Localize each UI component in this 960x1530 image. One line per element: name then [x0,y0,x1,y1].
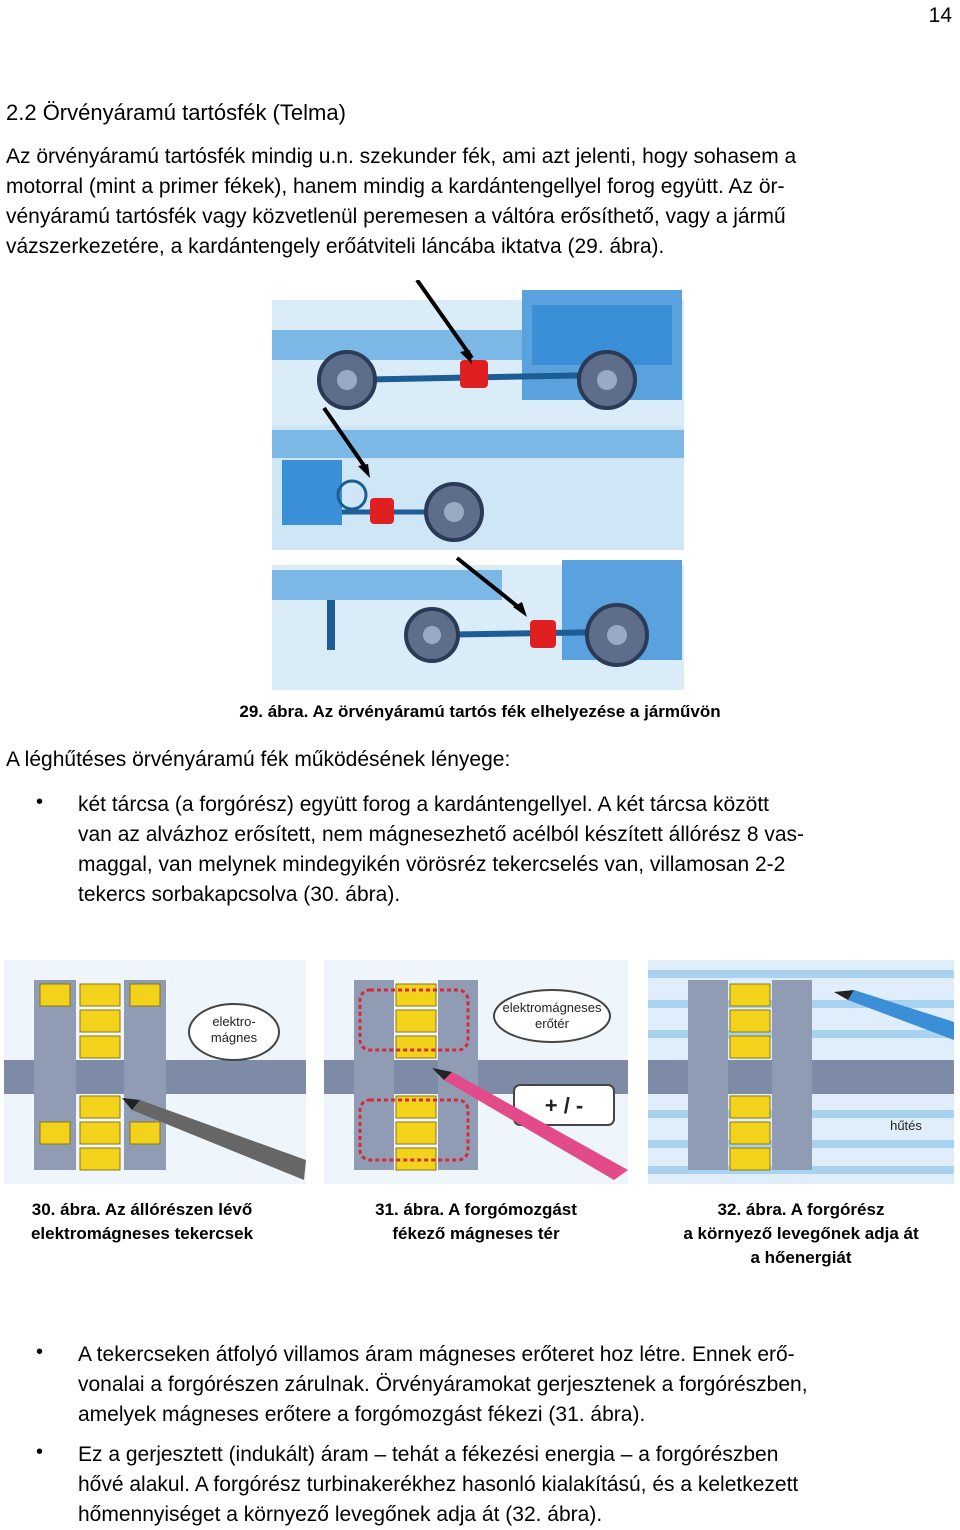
figure-30-illustration [4,960,306,1184]
tractor-drawing [272,558,684,690]
bullet-dot: • [36,1441,44,1463]
bullet-item-3 [78,1440,954,1530]
bullet-line: tekercs sorbakapcsolva (30. ábra). [78,883,401,906]
caption-line: 31. ábra. A forgómozgást [375,1200,577,1219]
intro-paragraph [6,142,954,262]
bullet-line: maggal, van melynek mindegyikén vörösréz tekercselés van, villamosan 2-2 [78,853,786,876]
figure-label: mágnes [210,1030,258,1045]
intro-line: vázszerkezetére, a kardántengely erőátviteli láncába iktatva (29. ábra). [6,235,665,258]
bullet-line: hővé alakul. A forgórész turbinakerékhez hasonló kialakítású, és a keletkezett [78,1473,799,1496]
caption-line: a hőenergiát [750,1248,852,1267]
bullet-line: amelyek mágneses erőtere a forgómozgást fékezi (31. ábra). [78,1403,646,1426]
figure-31-illustration [324,960,628,1184]
bullet-item-1 [78,790,954,910]
polarity-label: + / - [544,1093,584,1118]
caption-line: fékező mágneses tér [392,1224,560,1243]
bullet-dot: • [36,1341,44,1363]
figure-29-vehicles [272,280,684,690]
figure-32-caption [648,1198,954,1270]
figure-label: elektromágneses [502,1000,602,1015]
figure-label: erőtér [535,1016,569,1031]
figure-29-caption: 29. ábra. Az örvényáramú tartós fék elhelyezése a járművön [239,702,721,721]
bullet-line: két tárcsa (a forgórész) együtt forog a kardántengellyel. A két tárcsa között [78,793,770,816]
truck-drawing [272,280,684,430]
section-heading: 2.2 Örvényáramú tartósfék (Telma) [6,100,346,125]
intro-line: motorral (mint a primer fékek), hanem mindig a kardántengellyel forog együtt. Az ör- [6,175,785,198]
figure-label: hűtés [890,1118,922,1133]
lead-text: A léghűtéses örvényáramú fék működésének lényege: [6,748,511,771]
caption-line: 30. ábra. Az állórészen lévő [31,1200,253,1219]
figure-label: elektro- [212,1014,256,1029]
caption-line: 32. ábra. A forgórész [717,1200,885,1219]
bullet-line: Ez a gerjesztett (indukált) áram – tehát a fékezési energia – a forgórészben [78,1443,779,1466]
intro-line: Az örvényáramú tartósfék mindig u.n. szekunder fék, ami azt jelenti, hogy sohasem a [6,145,797,168]
caption-line: elektromágneses tekercsek [30,1224,254,1243]
figure-32-illustration [648,960,954,1184]
bus-drawing [272,408,684,550]
figure-30-caption [0,1198,284,1246]
intro-line: vényáramú tartósfék vagy közvetlenül peremesen a váltóra erősíthető, vagy a jármű [6,205,786,228]
bullet-line: hőmennyiséget a környező levegőnek adja át (32. ábra). [78,1503,603,1526]
bullet-line: vonalai a forgórészen zárulnak. Örvényáramokat gerjesztenek a forgórészben, [78,1373,808,1396]
bullet-dot: • [36,791,44,813]
page-number: 14 [928,4,952,27]
figure-31-caption [328,1198,624,1246]
bullet-item-2 [78,1340,954,1430]
bullet-line: A tekercseken átfolyó villamos áram mágneses erőteret hoz létre. Ennek erő- [78,1343,795,1366]
bullet-line: van az alvázhoz erősített, nem mágnesezhető acélból készített állórész 8 vas- [78,823,805,846]
caption-line: a környező levegőnek adja át [683,1224,919,1243]
